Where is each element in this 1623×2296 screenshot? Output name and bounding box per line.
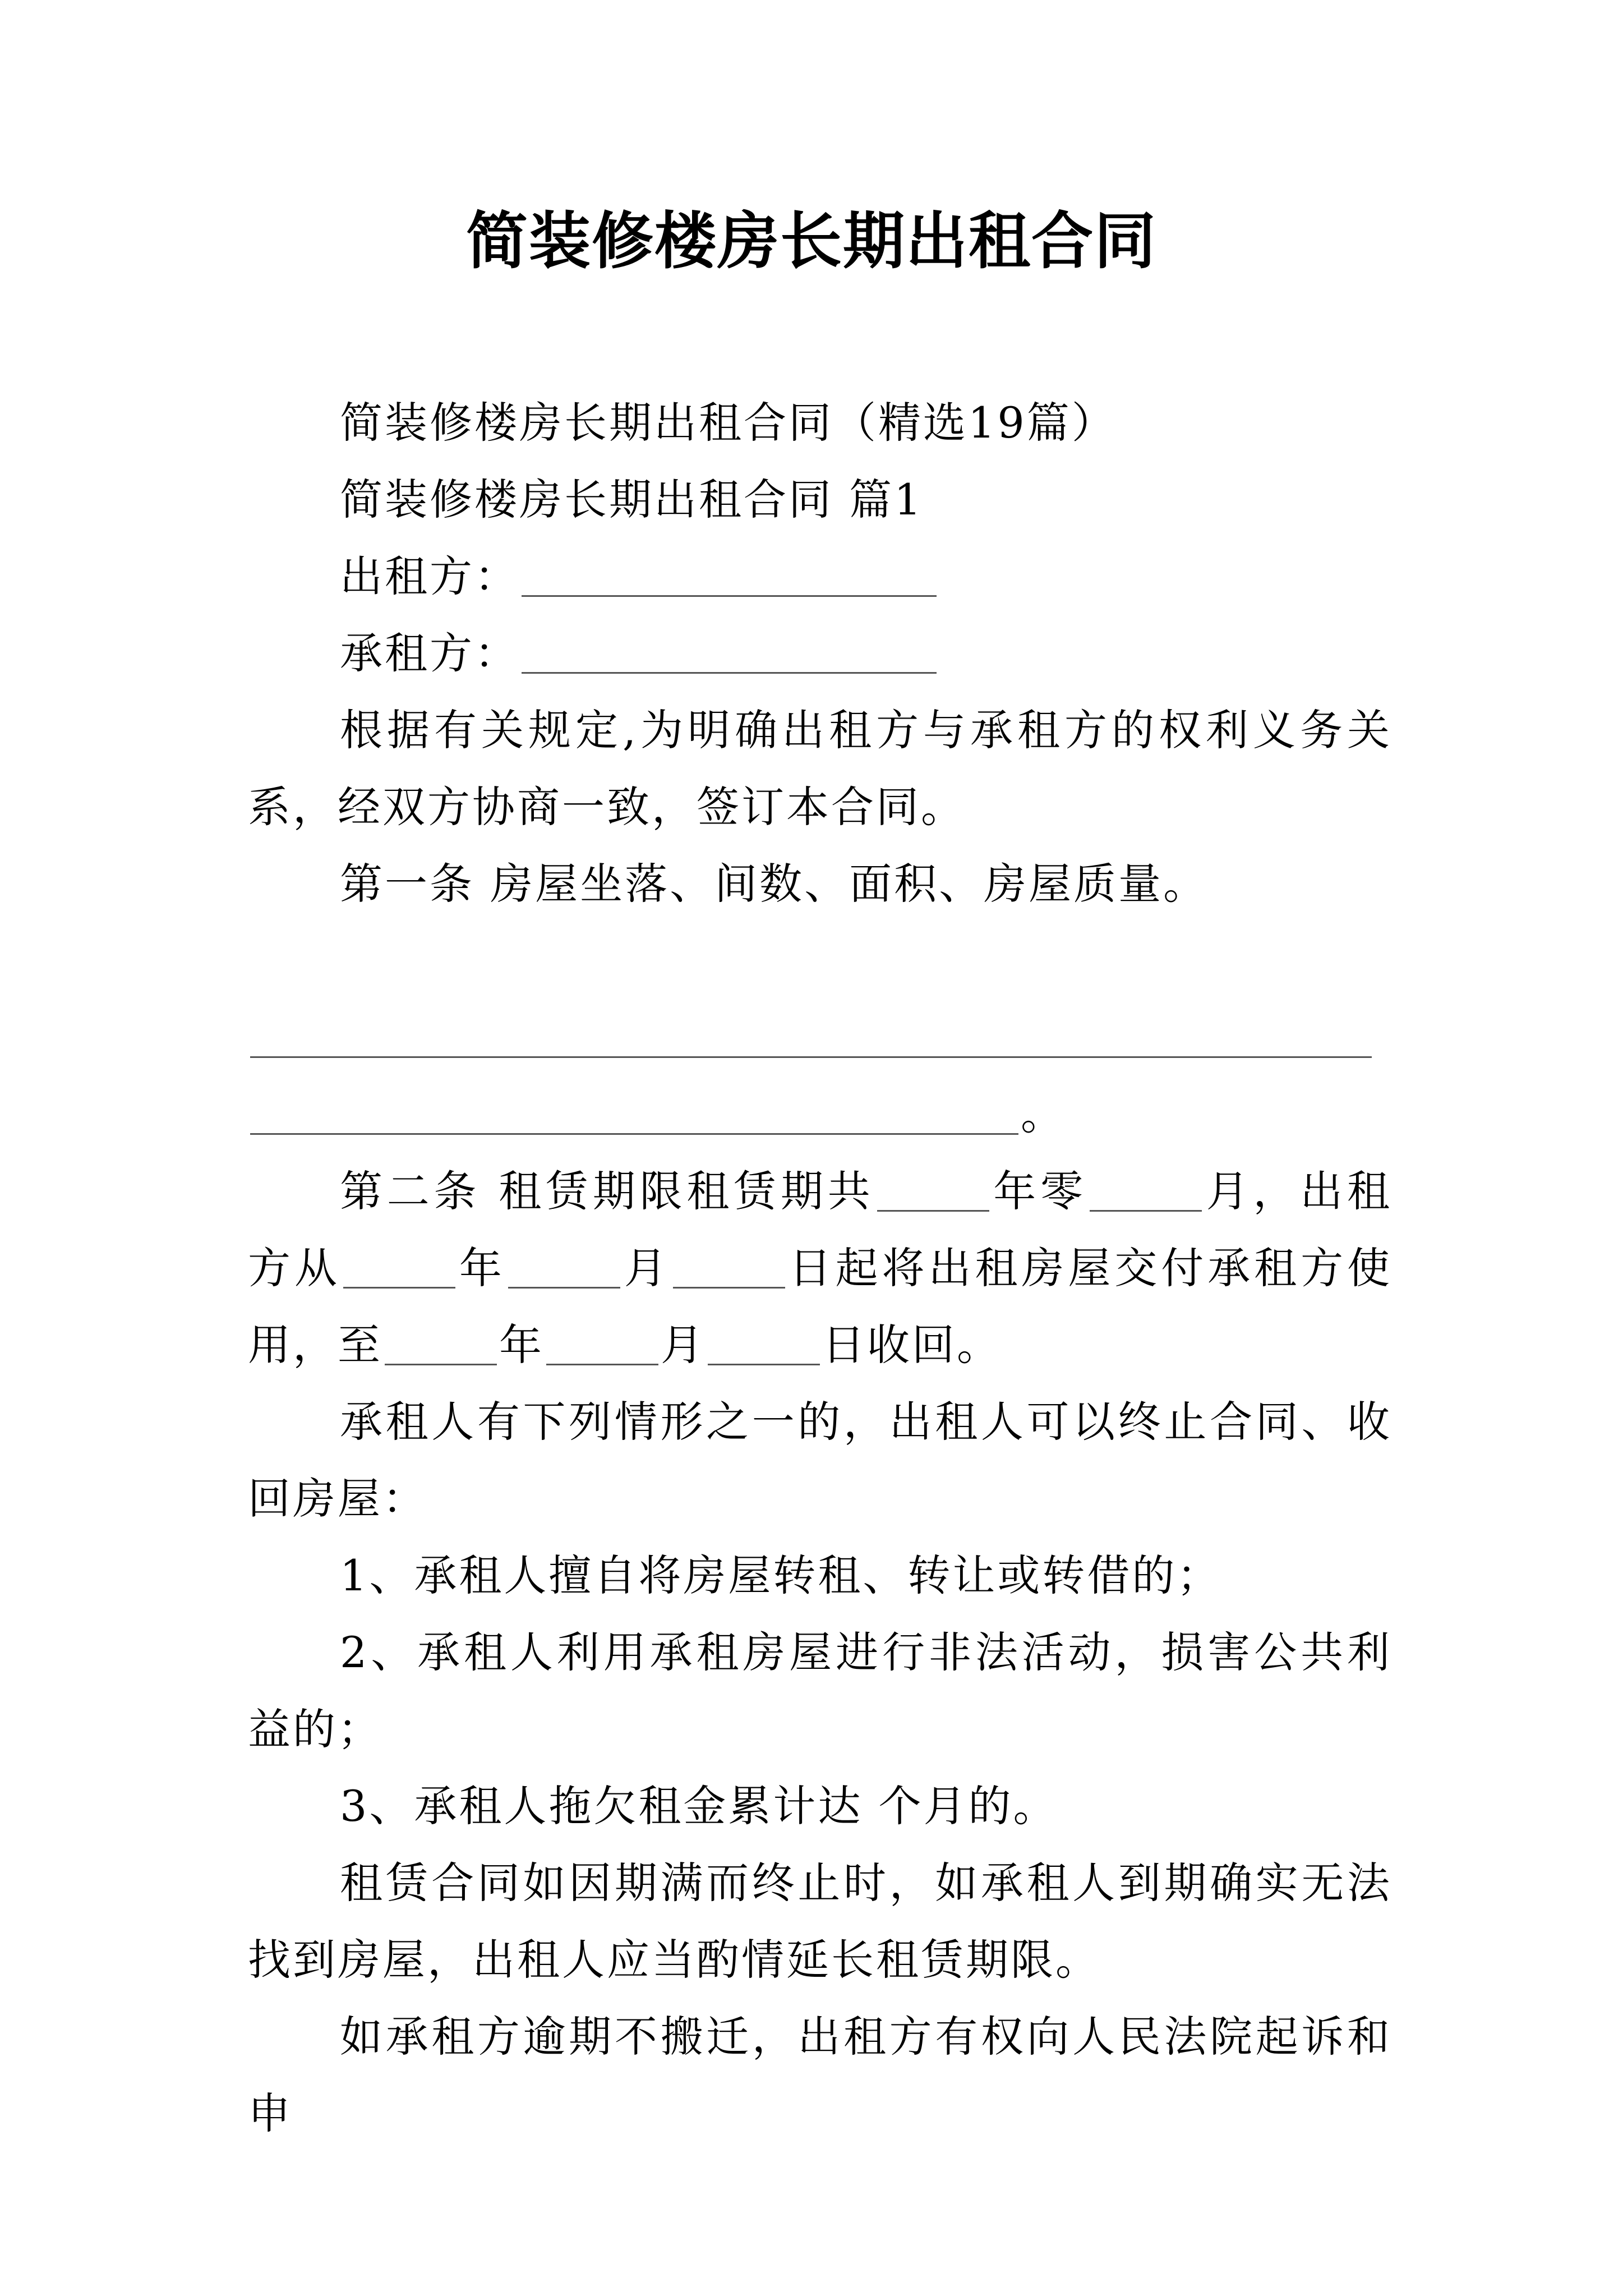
- article-2-text-i: 日收回。: [822, 1320, 1002, 1370]
- lessee-blank: [522, 633, 937, 674]
- article-2-paragraph: [248, 1153, 1392, 1383]
- article-1-blank-line-1: [248, 999, 1392, 1076]
- article-2-text-b: 年零: [991, 1166, 1087, 1216]
- list-item-1: 1、承租人擅自将房屋转租、转让或转借的；: [340, 1550, 1222, 1600]
- article-1-heading: 第一条 房屋坐落、间数、面积、房屋质量。: [340, 859, 1209, 909]
- end-year-blank: [385, 1324, 497, 1365]
- lessor-blank: [522, 556, 937, 597]
- end-month-blank: [546, 1324, 658, 1365]
- months-blank: [1090, 1171, 1202, 1212]
- article-2-text-h: 月: [661, 1320, 706, 1370]
- overdue-paragraph: 如承租方逾期不搬迁，出租方有权向人民法院起诉和申: [248, 2012, 1392, 2138]
- list-item-2: 2、承租人利用承租房屋进行非法活动，损害公共利益的；: [248, 1627, 1392, 1754]
- article-2-text-e: 月: [622, 1243, 671, 1293]
- lessee-label: 承租方：: [340, 628, 519, 678]
- article-2-text-d: 年: [457, 1243, 506, 1293]
- article-2-text-c: 月，出租方从: [248, 1166, 1392, 1293]
- spacer: [248, 922, 1392, 999]
- years-blank: [877, 1171, 989, 1212]
- start-day-blank: [673, 1248, 785, 1289]
- start-month-blank: [508, 1248, 620, 1289]
- start-year-blank: [343, 1248, 455, 1289]
- list-item-3: 3、承租人拖欠租金累计达 个月的。: [340, 1781, 1058, 1831]
- subtitle-paragraph: 简装修楼房长期出租合同（精选19篇）: [340, 398, 1117, 448]
- document-title: 简装修楼房长期出租合同: [466, 205, 1157, 277]
- lessor-label: 出租方：: [340, 551, 519, 601]
- intro-paragraph: 根据有关规定,为明确出租方与承租方的权利义务关系，经双方协商一致，签订本合同。: [248, 705, 1392, 832]
- article-1-end: 。: [1021, 1089, 1066, 1139]
- expiry-paragraph: 租赁合同如因期满而终止时，如承租人到期确实无法找到房屋，出租人应当酌情延长租赁期限。: [248, 1858, 1392, 1985]
- lessee-line: [248, 615, 1392, 692]
- lessor-line: [248, 538, 1392, 615]
- end-day-blank: [708, 1324, 820, 1365]
- mid-blank: [250, 1094, 1018, 1135]
- termination-paragraph: 承租人有下列情形之一的，出租人可以终止合同、收回房屋：: [248, 1397, 1392, 1524]
- long-blank: [250, 1017, 1372, 1058]
- section-heading: 简装修楼房长期出租合同 篇1: [340, 475, 924, 524]
- article-1-blank-line-2: [248, 1076, 1392, 1153]
- article-2-text-a: 第二条 租赁期限租赁期共: [340, 1166, 875, 1216]
- article-2-text-g: 年: [499, 1320, 544, 1370]
- article-2-text-f: 日起将出租房屋交付承租方使用，至: [248, 1243, 1393, 1370]
- document-body: [248, 384, 1392, 2152]
